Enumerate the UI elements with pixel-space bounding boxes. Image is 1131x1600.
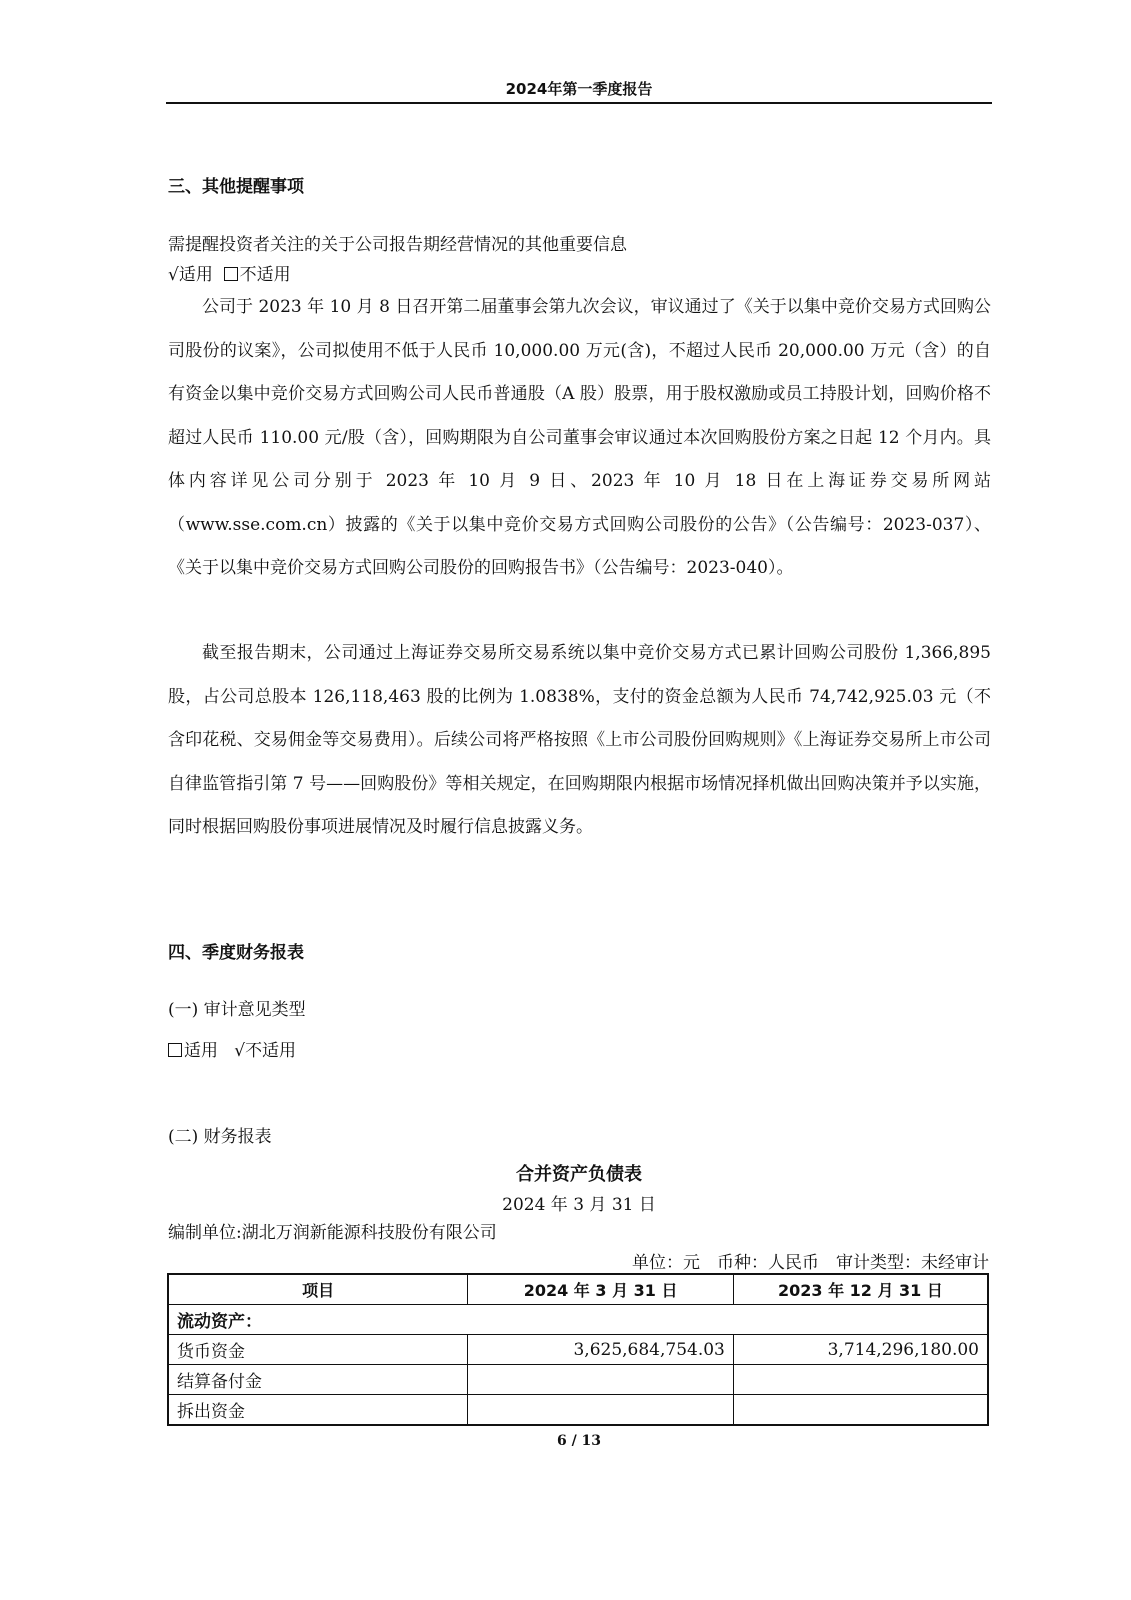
balance-sheet-date: 2024 年 3 月 31 日: [502, 1195, 656, 1215]
applicability-options: [168, 260, 291, 285]
row-item-label: 拆出资金: [168, 1395, 468, 1426]
not-applicable-label: 不适用: [245, 1041, 297, 1061]
row-previous-value: 3,714,296,180.00: [733, 1335, 988, 1365]
reminder-intro: 需提醒投资者关注的关于公司报告期经营情况的其他重要信息: [168, 235, 627, 255]
checkmark-icon: √: [168, 265, 179, 285]
empty-checkbox-icon: [224, 267, 238, 281]
table-row: [168, 1395, 988, 1426]
row-previous-value: [733, 1395, 988, 1426]
row-current-value: [468, 1395, 734, 1426]
header-rule: [166, 102, 992, 104]
section-heading-financial-statements: 四、季度财务报表: [168, 943, 304, 963]
column-header-item: 项目: [168, 1274, 468, 1305]
page-number: 6 / 13: [556, 1433, 602, 1449]
row-current-value: [468, 1365, 734, 1395]
category-current-assets: 流动资产：: [168, 1305, 988, 1335]
balance-sheet-title: 合并资产负债表: [516, 1164, 642, 1185]
preparer-line: 编制单位:湖北万润新能源科技股份有限公司: [168, 1223, 497, 1243]
audit-applicability-options: [168, 1036, 296, 1061]
column-header-previous-period: 2023 年 12 月 31 日: [733, 1274, 988, 1305]
audit-opinion-type: (一) 审计意见类型: [168, 1000, 306, 1020]
category-row: [168, 1305, 988, 1335]
table-row: [168, 1335, 988, 1365]
applicable-label: 适用: [178, 265, 213, 285]
repurchase-progress-paragraph: 截至报告期末，公司通过上海证券交易所交易系统以集中竞价交易方式已累计回购公司股份 1,366,895 股，占公司总股本 126,118,463 股的比例为 1.0838%，支付的资金总额为人民币 74,742,925.03 元（不含印花税、交易佣金等交易费用）。后续公司将严格按照《上市公司股份回购规则》《上海证券交易所上市公司自律监管指引第 7 号——回购股份》等相关规定，在回购期限内根据市场情况择机做出回购决策并予以实施，同时根据回购股份事项进展情况及时履行信息披露义务。: [168, 643, 991, 837]
balance-sheet-table: [167, 1273, 989, 1426]
row-item-label: 货币资金: [168, 1335, 468, 1365]
row-previous-value: [733, 1365, 988, 1395]
row-current-value: 3,625,684,754.03: [468, 1335, 734, 1365]
page-header-title: 2024年第一季度报告: [505, 80, 653, 98]
column-header-current-period: 2024 年 3 月 31 日: [468, 1274, 734, 1305]
row-item-label: 结算备付金: [168, 1365, 468, 1395]
unit-currency-audit-line: 单位：元 币种：人民币 审计类型：未经审计: [632, 1253, 989, 1273]
empty-checkbox-icon: [168, 1043, 182, 1057]
checkmark-icon: √: [234, 1041, 246, 1061]
table-row: [168, 1365, 988, 1395]
section-heading-other-reminders: 三、其他提醒事项: [168, 177, 304, 197]
financial-statements-subheading: (二) 财务报表: [168, 1127, 272, 1147]
table-header-row: [168, 1274, 988, 1305]
share-repurchase-paragraph: 公司于 2023 年 10 月 8 日召开第二届董事会第九次会议，审议通过了《关于以集中竞价交易方式回购公司股份的议案》，公司拟使用不低于人民币 10,000.00 万元(含)，不超过人民币 20,000.00 万元（含）的自有资金以集中竞价交易方式回购公司人民币普通股（A 股）股票，用于股权激励或员工持股计划，回购价格不超过人民币 110.00 元/股（含），回购期限为自公司董事会审议通过本次回购股份方案之日起 12 个月内。具体内容详见公司分别于 2023 年 10 月 9 日、2023 年 10 月 18 日在上海证券交易所网站（www.sse.com.cn）披露的《关于以集中竞价交易方式回购公司股份的公告》（公告编号：2023-037）、《关于以集中竞价交易方式回购公司股份的回购报告书》（公告编号：2023-040）。: [168, 297, 991, 578]
not-applicable-label: 不适用: [239, 265, 291, 285]
applicable-label: 适用: [184, 1041, 218, 1061]
